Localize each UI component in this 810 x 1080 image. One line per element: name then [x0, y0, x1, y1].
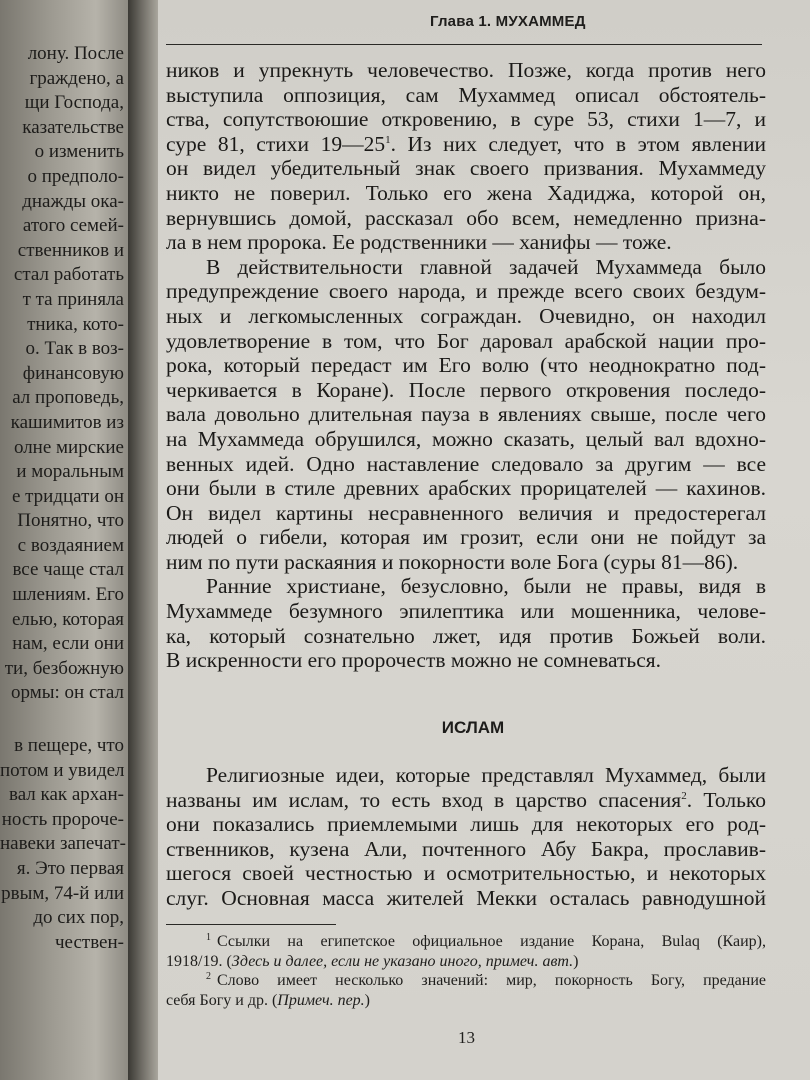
paragraph — [166, 574, 766, 672]
text-line: В искренности его пророчеств можно не сомневаться. — [166, 648, 662, 673]
footnote-2-line — [166, 991, 766, 1011]
text-line: ственников, кузена Али, почтенного Абу Бакра, прославив- — [166, 836, 766, 861]
left-page-line: казательстве — [22, 116, 124, 138]
text-line: ных и легкомысленных сограждан. Очевидно, он находил — [166, 303, 766, 328]
text-line: предупреждение своего народа, и прежде всего своих бездум- — [166, 279, 766, 304]
text-line: слуг. Основная масса жителей Мекки осталась равнодушной — [166, 885, 766, 910]
text-fragment: . — [390, 131, 396, 156]
footnote-text: Слово имеет несколько значений: мир, покорность Богу, предание — [217, 972, 766, 989]
footnote-italic: Примеч. пер. — [277, 991, 365, 1009]
left-page-line: ственников и — [17, 239, 124, 261]
left-page-line: ность пророче- — [1, 808, 124, 830]
text-line: ников и упрекнуть человечество. Позже, когда против него — [166, 58, 766, 82]
left-page-line: о изменить — [34, 141, 124, 163]
footnote-rule — [166, 924, 336, 925]
left-page-gap — [0, 706, 128, 734]
text-fragment: названы им ислам, то есть вход в царство спасения — [166, 787, 682, 812]
text-line — [166, 132, 766, 157]
left-page-line: лону. После — [27, 43, 124, 64]
left-page-line: тника, кото- — [27, 313, 124, 335]
text-line: ка, который сознательно лжет, идя против Божьей воли. — [166, 623, 766, 648]
footnote-text: ) — [364, 991, 370, 1009]
left-page-line: рвым, 74-й или — [1, 882, 124, 904]
text-line: Он видел картины несравненного величия и предостерегал — [166, 500, 766, 525]
left-page-line: о. Так в воз- — [25, 338, 124, 360]
text-line: они показались приемлемыми лишь для некоторых его род- — [166, 812, 766, 837]
footnote-number: 2 — [206, 970, 211, 982]
left-page-line: ти, безбожную — [4, 657, 124, 679]
text-line: людей о гибели, которая им грозит, если они не пойдут за — [166, 525, 766, 550]
left-page-line: ормы: он стал — [11, 682, 124, 704]
text-line: Мухаммеде безумного эпилептика или мошенника, челове- — [166, 599, 766, 624]
main-text-continued — [166, 763, 766, 911]
left-page-line: до сих пор, — [33, 907, 124, 929]
footnote-number: 1 — [206, 931, 211, 943]
left-page-line: олне мирские — [13, 436, 124, 458]
text-fragment: суре 81, стихи 19—25 — [166, 131, 386, 156]
left-page-line: е тридцати он — [11, 485, 124, 507]
left-page-line: с воздаянием — [17, 534, 124, 556]
footnote-1-line — [166, 932, 766, 952]
left-page-line: в пещере, что — [14, 735, 124, 757]
left-page-line: кашимитов из — [10, 411, 124, 433]
left-page-line: чествен- — [55, 931, 124, 953]
text-line: рока, который передаст им Его волю (что неоднократно под- — [166, 353, 766, 378]
left-page-line: т та приняла — [22, 288, 124, 310]
left-page-line: стал работать — [13, 264, 124, 286]
left-page-line: о предполо- — [27, 165, 124, 187]
footnote-2-line — [166, 971, 766, 991]
main-text — [166, 58, 766, 673]
footnote-text: Ссылки на египетское официальное издание Корана, Bulaq (Каир), — [217, 933, 766, 950]
paragraph — [166, 58, 766, 255]
text-line: они были в стиле древних арабских прорицателей — кахинов. — [166, 476, 766, 501]
left-page-line: щи Господа, — [24, 92, 124, 114]
footnote-text: ) — [573, 952, 579, 970]
left-facing-page — [0, 0, 128, 1080]
left-page-line: я. Это первая — [16, 858, 124, 879]
text-line: черкивается в Коране). После первого откровения последо- — [166, 377, 766, 402]
text-line: никто не поверил. Только его жена Хадиджа, которой он, — [166, 180, 766, 205]
left-page-line: потом и увидел — [0, 759, 125, 781]
header-rule — [166, 44, 762, 45]
footnote-text: 1918/19. ( — [166, 952, 232, 970]
right-page — [158, 0, 810, 1080]
text-line: ним по пути раскаяния и покорности воле Бога (суры 81—86). — [166, 549, 739, 574]
footnotes — [166, 932, 766, 1010]
left-page-line: днажды ока- — [22, 190, 124, 212]
text-line: Ранние христиане, безусловно, были не правы, видя в — [206, 574, 766, 599]
text-line: выступила оппозиция, сам Мухаммед описал обстоятель- — [166, 82, 766, 107]
text-line: Религиозные идеи, которые представлял Мухаммед, были — [206, 763, 766, 787]
text-line: вернувшись домой, рассказал обо всем, немедленно призна- — [166, 205, 766, 230]
text-line — [166, 788, 766, 813]
left-page-line: все чаще стал — [12, 559, 124, 581]
left-page-line: елью, которая — [11, 608, 124, 630]
footnote-ref: 1 — [385, 133, 391, 146]
left-page-line: нам, если они — [12, 633, 124, 655]
text-line: вала довольно длительная пауза в явлениях свыше, после чего — [166, 402, 766, 427]
left-page-line: ал проповедь, — [12, 387, 124, 409]
text-line: шегося своей честностью и осмотрительностью, и некоторых — [166, 861, 766, 886]
footnote-1-line — [166, 952, 766, 972]
text-line: удовлетворение в том, что Бог даровал арабской нации про- — [166, 328, 766, 353]
left-page-line: граждено, а — [29, 67, 124, 89]
left-page-line: шлениям. Его — [12, 584, 124, 606]
left-page-line: Понятно, что — [17, 510, 124, 532]
page-number: 13 — [458, 1028, 475, 1047]
section-heading: ИСЛАМ — [441, 718, 505, 737]
running-head: Глава 1. МУХАММЕД — [430, 13, 586, 30]
text-line: В действительности главной задачей Мухаммеда было — [206, 254, 766, 279]
paragraph — [166, 255, 766, 575]
text-line: ла в нем пророка. Ее родственники — ханифы — тоже. — [166, 230, 672, 255]
left-page-line: атого семей- — [22, 215, 124, 237]
footnote-italic: Здесь и далее, если не указано иного, примеч. авт. — [231, 952, 574, 970]
left-page-line: финансовую — [22, 362, 124, 384]
left-page-text — [0, 42, 128, 955]
text-line: он видел убедительный знак своего призвания. Мухаммеду — [166, 156, 766, 181]
left-page-line: вал как архан- — [8, 784, 124, 806]
left-page-line: и моральным — [16, 461, 124, 483]
book-gutter — [128, 0, 158, 1080]
text-line: венных идей. Одно наставление следовало за другим — все — [166, 451, 766, 476]
footnote-text: себя Богу и др. ( — [166, 991, 278, 1009]
text-fragment: . Только — [686, 787, 767, 812]
text-line: ства, сопутствоюшие откровению, в суре 53, стихи 1—7, и — [166, 107, 766, 132]
left-page-line: навеки запечат- — [0, 833, 126, 855]
footnote-ref: 2 — [681, 789, 687, 802]
text-fragment: Из них следует, что в этом явлении — [395, 131, 766, 156]
text-line: на Мухаммеда обрушился, можно сказать, целый вал вдохно- — [166, 426, 766, 451]
